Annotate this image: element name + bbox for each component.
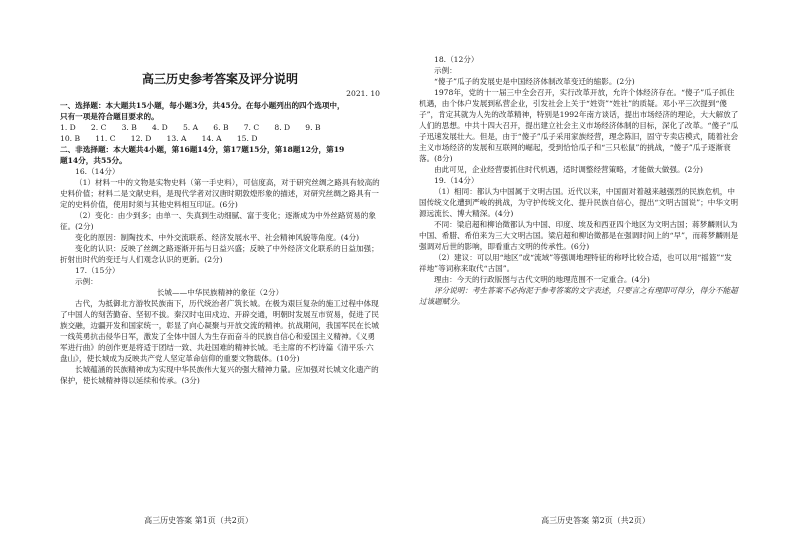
- answer-paragraph: （1）相同：都认为中国属于文明古国。近代以来，中国面对着越来越强烈的民族危机，中国传统文化遭到严峻的挑战，为守护传统文化、提升民族自信心，提出“文明古国说”；中华文明源远流长、博大精深。(4分): [419, 187, 739, 218]
- answer-paragraph: 题14分，共55分。: [60, 156, 127, 165]
- document-title: 高三历史参考答案及评分说明: [141, 72, 298, 86]
- answer-page-2: [397, 0, 794, 558]
- answer-paragraph: 变化的原因：制陶技术、中外交流联系、经济发展水平、社会精神风貌等角度。(4分): [75, 233, 360, 242]
- right-answer-text: [419, 54, 739, 307]
- answer-paragraph: （2）变化：由少到多；由单一、失真到生动细腻、富于变化；逐渐成为中外丝路贸易的象征。(2分): [60, 211, 376, 231]
- answer-paragraph: 16.（14分）: [75, 167, 120, 176]
- answer-paragraph: 一、选择题：本大题共15小题，每小题3分，共45分。在每小题列出的四个选项中，: [60, 101, 345, 110]
- document-date: 2021. 10: [346, 89, 380, 98]
- answer-paragraph: （2）建议：可以用“地区”或“流域”等强调地理特征的称呼比较合适，也可以用“摇篮”“发祥地”等词称来取代“古国”。: [419, 253, 732, 273]
- answer-paragraph: 示例：: [434, 66, 457, 75]
- answer-paragraph: 17.（15分）: [75, 266, 120, 275]
- page-1-footer: 高三历史答案 第1页（共2页）: [144, 516, 253, 525]
- left-answer-text: [60, 100, 380, 386]
- answer-paragraph: （1）材料一中的文物是实物史料（第一手史料），可信度高，对于研究丝绸之路具有较高的史料价值；材料二是文献史料，是现代学者对汉唐时期敦煌形象的描述，对研究丝绸之路具有一定的史料价值，使用时须与其他史料相互印证。(6分): [60, 178, 380, 209]
- answer-paragraph: 1978年，党的十一届三中全会召开，实行改革开放，允许个体经济存在。“傻子”瓜子抓住机遇，由个体户发展到私营企业，引发社会上关于“姓资”“姓社”的质疑。邓小平三次提到“傻子”，肯定其就为人先的改革精神，特别是1992年南方谈话，提出市场经济的理论，大大解放了人们的思想。中共十四大召开，提出建立社会主义市场经济体制的目标，深化了改革。“傻子”瓜子迅速发展壮大。但是，由于“傻子”瓜子采用家族经营，理念陈旧，固守专卖店模式，随着社会主义市场经济的发展和互联网的崛起，受到恰恰瓜子和“三只松鼠”的挑战，“傻子”瓜子逐渐衰落。(8分): [419, 88, 739, 163]
- answer-paragraph: 变化的认识：反映了丝绸之路逐渐开拓与日益兴盛；反映了中外经济文化联系的日益加强；折射出时代的变迁与人们观念认识的更新。(2分): [60, 244, 379, 264]
- answer-paragraph: 长城——中华民族精神的象征（2分）: [156, 288, 284, 297]
- answer-paragraph: “傻子”瓜子的发展史是中国经济体制改革变迁的缩影。(2分): [434, 77, 635, 86]
- answer-paragraph: 只有一项是符合题目要求的。: [60, 112, 159, 121]
- answer-paragraph: 不同：梁启超和柳诒徵都认为中国、印度、埃及和西亚四个地区为文明古国；蒋梦麟则认为中国、希腊、希伯来为三大文明古国。梁启超和柳诒徵都是在强调时间上的“早”，而蒋梦麟则是强调对后世的影响，即看重古文明的传承性。(6分): [419, 220, 739, 251]
- answer-paragraph: 1. D 2. C 3. B 4. D 5. A 6. B 7. C 8. D 9. B: [60, 123, 321, 132]
- right-column: [419, 54, 739, 307]
- answer-paragraph: 由此可见，企业经营要抓住时代机遇，适时调整经营策略，才能做大做强。(2分): [434, 165, 703, 174]
- answer-paragraph: 评分说明：考生答案不必拘泥于参考答案的文字表述，只要言之有理即可得分，得分不能超过该题赋分。: [419, 286, 738, 306]
- answer-paragraph: 二、非选择题：本大题共4小题，第16题14分，第17题15分，第18题12分，第19: [60, 145, 345, 154]
- page-2-footer: 高三历史答案 第2页（共2页）: [541, 516, 650, 525]
- answer-paragraph: 古代，为抵御北方游牧民族南下，历代统治者广筑长城。在极为艰巨复杂的施工过程中体现了中国人的刻苦勤奋、坚韧不拔。秦汉时屯田戍边、开辟交通，明朝时发展互市贸易，促进了民族交融，边疆开发和国家统一，彰显了向心凝聚与开放交流的精神。抗战期间，我国军民在长城一线英勇抗击侵华日军，激发了全体中国人为生存而奋斗的民族自信心和爱国主义精神。《义勇军进行曲》的创作更是将适于团结一致、共赴国难的精神长城。毛主席的不朽诗篇《清平乐·六盘山》，使长城成为反映共产党人坚定革命信仰的重要文物载体。(10分): [60, 299, 379, 363]
- left-column: [60, 72, 380, 386]
- answer-paragraph: 19.（14分）: [434, 176, 479, 185]
- answer-paragraph: 示例：: [75, 277, 98, 286]
- answer-paragraph: 18.（12分）: [434, 55, 479, 64]
- answer-paragraph: 理由：今天的行政版图与古代文明的地理范围不一定重合。(4分): [434, 275, 650, 284]
- answer-paragraph: 长城蕴涵的民族精神成为实现中华民族伟大复兴的强大精神力量。应加强对长城文化遗产的保护，使长城精神得以延续和传承。(3分): [60, 365, 379, 385]
- answer-paragraph: 10. B 11. C 12. D 13. A 14. A 15. D: [60, 134, 258, 143]
